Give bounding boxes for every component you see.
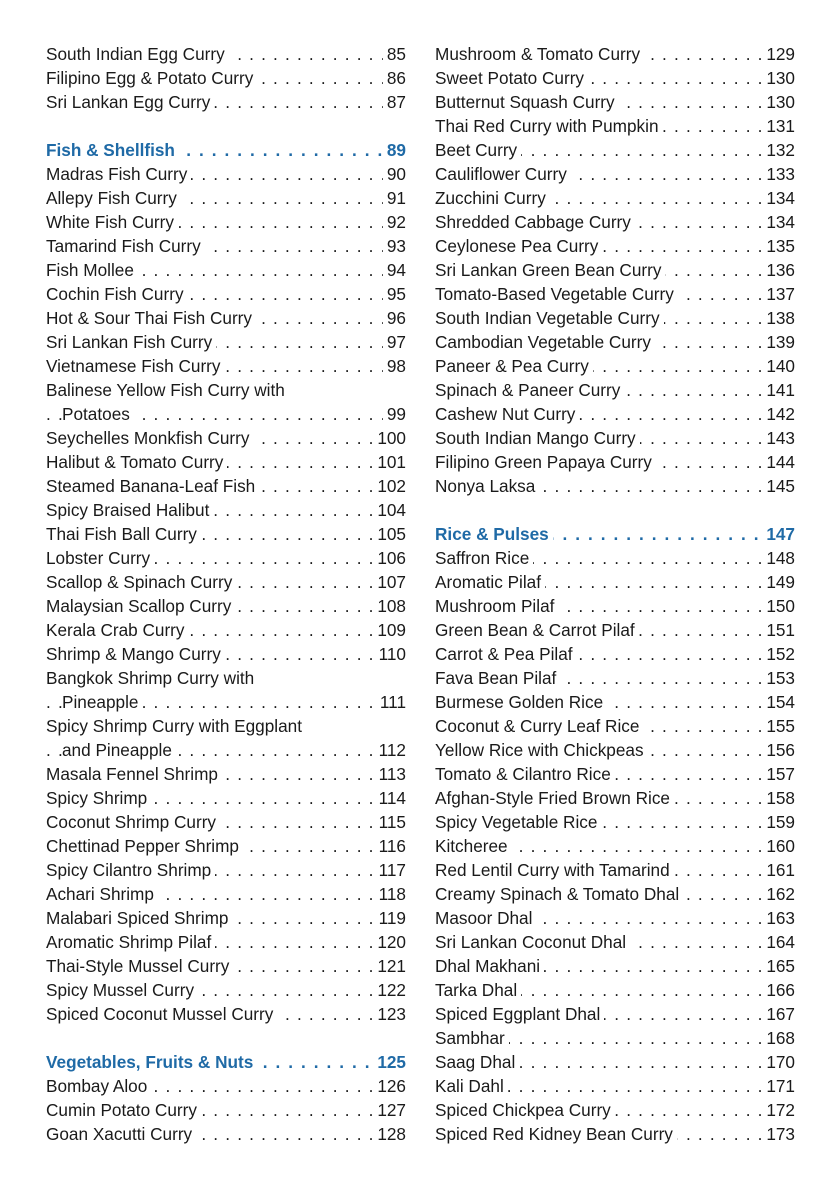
toc-entry-title: Nonya Laksa xyxy=(435,476,539,496)
toc-entry[interactable] xyxy=(435,114,795,138)
toc-entry-title: Shrimp & Mango Curry xyxy=(46,644,225,664)
toc-entry[interactable] xyxy=(435,1026,795,1050)
toc-entry[interactable] xyxy=(46,666,406,690)
toc-page-number: 172 xyxy=(762,1098,795,1122)
toc-page-number: 85 xyxy=(383,42,406,66)
toc-page-number: 129 xyxy=(762,42,795,66)
toc-entry-title: Rice & Pulses xyxy=(435,524,553,544)
toc-entry-title: Aromatic Shrimp Pilaf xyxy=(46,932,215,952)
toc-entry-title: Spiced Red Kidney Bean Curry xyxy=(435,1124,677,1144)
toc-entry[interactable] xyxy=(46,258,406,282)
toc-page-number: 93 xyxy=(383,234,406,258)
toc-entry-title: Filipino Green Papaya Curry xyxy=(435,452,656,472)
toc-entry-title: Ceylonese Pea Curry xyxy=(435,236,602,256)
toc-entry[interactable] xyxy=(46,66,406,90)
toc-entry-title: Spinach & Paneer Curry xyxy=(435,380,624,400)
toc-entry[interactable] xyxy=(435,90,795,114)
toc-page-number: 130 xyxy=(762,90,795,114)
toc-page-number: 92 xyxy=(383,210,406,234)
toc-page-number: 134 xyxy=(762,210,795,234)
toc-entry[interactable] xyxy=(435,186,795,210)
toc-entry[interactable] xyxy=(46,378,406,402)
toc-entry[interactable] xyxy=(435,450,795,474)
toc-page-number: 164 xyxy=(762,930,795,954)
toc-entry-title: Bombay Aloo xyxy=(46,1076,151,1096)
toc-entry-title: Cashew Nut Curry xyxy=(435,404,579,424)
toc-entry-title: Sambhar xyxy=(435,1028,509,1048)
toc-entry[interactable] xyxy=(435,642,795,666)
toc-entry-title: and Pineapple xyxy=(62,740,176,760)
toc-page-number: 96 xyxy=(383,306,406,330)
toc-entry-title: Green Bean & Carrot Pilaf xyxy=(435,620,639,640)
toc-page-number: 99 xyxy=(383,402,406,426)
toc-page-number: 138 xyxy=(762,306,795,330)
toc-entry[interactable] xyxy=(435,666,795,690)
toc-page-number: 115 xyxy=(375,810,406,834)
toc-entry-title: Potatoes xyxy=(62,404,134,424)
toc-page-number: 171 xyxy=(762,1074,795,1098)
toc-entry[interactable] xyxy=(435,930,795,954)
toc-entry-title: Sri Lankan Fish Curry xyxy=(46,332,216,352)
toc-entry[interactable] xyxy=(46,186,406,210)
toc-entry-title: Afghan-Style Fried Brown Rice xyxy=(435,788,674,808)
toc-entry[interactable] xyxy=(46,234,406,258)
toc-entry-title: Achari Shrimp xyxy=(46,884,158,904)
toc-entry[interactable] xyxy=(46,426,406,450)
toc-page-number: 110 xyxy=(375,642,406,666)
toc-entry[interactable] xyxy=(46,474,406,498)
toc-page-number: 160 xyxy=(762,834,795,858)
toc-page-number: 134 xyxy=(762,186,795,210)
toc-entry[interactable] xyxy=(46,42,406,66)
toc-entry-title: Tomato-Based Vegetable Curry xyxy=(435,284,678,304)
toc-page-number: 90 xyxy=(383,162,406,186)
toc-page-number: 102 xyxy=(373,474,406,498)
toc-page-number: 156 xyxy=(762,738,795,762)
toc-page-number: 89 xyxy=(383,138,406,162)
toc-entry-title: Paneer & Pea Curry xyxy=(435,356,593,376)
toc-page-number: 157 xyxy=(762,762,795,786)
toc-entry[interactable] xyxy=(435,378,795,402)
toc-page-number: 158 xyxy=(762,786,795,810)
toc-page-number: 168 xyxy=(762,1026,795,1050)
toc-page-number: 101 xyxy=(373,450,406,474)
toc-entry-title: South Indian Egg Curry xyxy=(46,44,229,64)
toc-entry[interactable] xyxy=(435,738,795,762)
toc-entry[interactable] xyxy=(435,1098,795,1122)
toc-entry[interactable] xyxy=(435,618,795,642)
toc-page-number: 132 xyxy=(762,138,795,162)
toc-entry[interactable] xyxy=(435,786,795,810)
toc-entry-title: Cambodian Vegetable Curry xyxy=(435,332,655,352)
toc-entry[interactable] xyxy=(435,282,795,306)
toc-entry-title: Pineapple xyxy=(62,692,142,712)
toc-page-number: 109 xyxy=(373,618,406,642)
toc-entry[interactable] xyxy=(46,1122,406,1146)
toc-page-number: 165 xyxy=(762,954,795,978)
toc-entry-title: Spiced Chickpea Curry xyxy=(435,1100,615,1120)
toc-entry-title: Aromatic Pilaf xyxy=(435,572,545,592)
toc-page-number: 86 xyxy=(383,66,406,90)
toc-entry[interactable] xyxy=(435,306,795,330)
toc-page-number: 91 xyxy=(383,186,406,210)
toc-entry-title: Spiced Eggplant Dhal xyxy=(435,1004,604,1024)
toc-entry[interactable] xyxy=(435,954,795,978)
toc-entry[interactable] xyxy=(46,858,406,882)
toc-page-number: 116 xyxy=(375,834,406,858)
toc-page-number: 151 xyxy=(762,618,795,642)
toc-entry[interactable] xyxy=(46,906,406,930)
toc-entry[interactable] xyxy=(46,354,406,378)
toc-page-number: 112 xyxy=(375,738,406,762)
toc-entry[interactable] xyxy=(435,138,795,162)
toc-entry[interactable] xyxy=(46,210,406,234)
toc-page-number: 111 xyxy=(376,690,406,714)
toc-entry-title: Cochin Fish Curry xyxy=(46,284,188,304)
toc-entry[interactable] xyxy=(46,330,406,354)
toc-page-number: 125 xyxy=(373,1050,406,1074)
toc-page-number: 135 xyxy=(762,234,795,258)
toc-entry-title: Beet Curry xyxy=(435,140,521,160)
toc-entry[interactable] xyxy=(46,618,406,642)
toc-page-number: 107 xyxy=(373,570,406,594)
toc-entry-title: Saag Dhal xyxy=(435,1052,519,1072)
toc-column-right xyxy=(435,42,795,1146)
toc-entry[interactable] xyxy=(435,1122,795,1146)
toc-entry-title: Kali Dahl xyxy=(435,1076,508,1096)
toc-page-number: 105 xyxy=(373,522,406,546)
toc-entry[interactable] xyxy=(435,858,795,882)
toc-page-number: 87 xyxy=(383,90,406,114)
toc-entry[interactable] xyxy=(46,978,406,1002)
toc-entry[interactable] xyxy=(46,162,406,186)
toc-entry[interactable] xyxy=(46,522,406,546)
toc-entry[interactable] xyxy=(435,882,795,906)
toc-entry[interactable] xyxy=(435,42,795,66)
toc-entry-title: Kerala Crab Curry xyxy=(46,620,189,640)
toc-entry[interactable] xyxy=(46,642,406,666)
toc-entry-title: Halibut & Tomato Curry xyxy=(46,452,227,472)
toc-entry-title: Chettinad Pepper Shrimp xyxy=(46,836,243,856)
toc-page-number: 94 xyxy=(383,258,406,282)
toc-entry-title: Burmese Golden Rice xyxy=(435,692,607,712)
toc-entry[interactable] xyxy=(46,498,406,522)
toc-entry[interactable] xyxy=(46,546,406,570)
toc-entry-title: Spicy Shrimp xyxy=(46,788,151,808)
toc-page-number: 106 xyxy=(373,546,406,570)
toc-entry[interactable] xyxy=(46,282,406,306)
toc-entry-title: Spicy Shrimp Curry with Eggplant xyxy=(46,716,306,736)
toc-page-number: 140 xyxy=(762,354,795,378)
toc-entry[interactable] xyxy=(435,594,795,618)
toc-page-number: 153 xyxy=(762,666,795,690)
toc-page-number: 118 xyxy=(375,882,406,906)
toc-entry[interactable] xyxy=(435,330,795,354)
toc-entry-title: Coconut Shrimp Curry xyxy=(46,812,220,832)
toc-page-number: 139 xyxy=(762,330,795,354)
toc-entry-title: Spiced Coconut Mussel Curry xyxy=(46,1004,277,1024)
toc-entry-title: Zucchini Curry xyxy=(435,188,550,208)
toc-entry[interactable] xyxy=(435,234,795,258)
toc-entry[interactable] xyxy=(435,258,795,282)
toc-entry-title: Malabari Spiced Shrimp xyxy=(46,908,232,928)
toc-entry-title: Goan Xacutti Curry xyxy=(46,1124,196,1144)
toc-entry[interactable] xyxy=(435,1002,795,1026)
toc-entry[interactable] xyxy=(435,1050,795,1074)
toc-entry[interactable] xyxy=(46,570,406,594)
toc-entry[interactable] xyxy=(435,690,795,714)
section-spacer xyxy=(46,1026,406,1050)
toc-page-number: 131 xyxy=(762,114,795,138)
toc-page-number: 104 xyxy=(373,498,406,522)
toc-page-number: 114 xyxy=(375,786,406,810)
toc-page-number: 161 xyxy=(762,858,795,882)
toc-page-number: 149 xyxy=(762,570,795,594)
toc-entry[interactable] xyxy=(435,210,795,234)
toc-entry[interactable] xyxy=(435,1074,795,1098)
toc-entry-title: Sweet Potato Curry xyxy=(435,68,588,88)
toc-page-number: 133 xyxy=(762,162,795,186)
toc-entry[interactable] xyxy=(46,1002,406,1026)
toc-page-number: 159 xyxy=(762,810,795,834)
toc-entry[interactable] xyxy=(46,90,406,114)
toc-entry[interactable] xyxy=(46,786,406,810)
toc-page-number: 130 xyxy=(762,66,795,90)
toc-entry[interactable] xyxy=(435,570,795,594)
toc-entry-title: Creamy Spinach & Tomato Dhal xyxy=(435,884,683,904)
toc-page-number: 162 xyxy=(762,882,795,906)
toc-entry-title: Carrot & Pea Pilaf xyxy=(435,644,577,664)
toc-entry[interactable] xyxy=(435,162,795,186)
toc-page-number: 167 xyxy=(762,1002,795,1026)
toc-entry[interactable] xyxy=(46,882,406,906)
toc-entry-title: Mushroom & Tomato Curry xyxy=(435,44,644,64)
toc-entry-title: Spicy Vegetable Rice xyxy=(435,812,601,832)
toc-entry-title: Malaysian Scallop Curry xyxy=(46,596,235,616)
toc-entry[interactable] xyxy=(435,978,795,1002)
toc-entry-title: White Fish Curry xyxy=(46,212,178,232)
toc-page-number: 143 xyxy=(762,426,795,450)
toc-entry-title: Vietnamese Fish Curry xyxy=(46,356,225,376)
toc-entry[interactable] xyxy=(46,810,406,834)
toc-entry-title: Spicy Cilantro Shrimp xyxy=(46,860,215,880)
toc-entry[interactable] xyxy=(435,834,795,858)
toc-entry-title: South Indian Vegetable Curry xyxy=(435,308,664,328)
toc-page-number: 95 xyxy=(383,282,406,306)
toc-entry-title: Lobster Curry xyxy=(46,548,154,568)
section-spacer xyxy=(435,498,795,522)
toc-page-number: 122 xyxy=(373,978,406,1002)
toc-entry-title: Spicy Mussel Curry xyxy=(46,980,198,1000)
toc-entry-title: Fish & Shellfish xyxy=(46,140,179,160)
toc-entry[interactable] xyxy=(435,474,795,498)
toc-page-number: 170 xyxy=(762,1050,795,1074)
toc-entry-title: Saffron Rice xyxy=(435,548,533,568)
toc-entry-title: Masala Fennel Shrimp xyxy=(46,764,222,784)
toc-page-number: 142 xyxy=(762,402,795,426)
toc-entry[interactable] xyxy=(46,1098,406,1122)
toc-entry-title: Cumin Potato Curry xyxy=(46,1100,201,1120)
toc-page-number: 144 xyxy=(762,450,795,474)
toc-entry-title: Sri Lankan Coconut Dhal xyxy=(435,932,630,952)
toc-section-heading[interactable] xyxy=(46,1050,406,1074)
toc-page-number: 113 xyxy=(375,762,406,786)
toc-page-number: 128 xyxy=(373,1122,406,1146)
toc-entry-title: Tamarind Fish Curry xyxy=(46,236,205,256)
toc-entry-title: Red Lentil Curry with Tamarind xyxy=(435,860,674,880)
toc-page-number: 141 xyxy=(762,378,795,402)
toc-page-number: 121 xyxy=(373,954,406,978)
toc-entry-title: Allepy Fish Curry xyxy=(46,188,181,208)
toc-page-number: 148 xyxy=(762,546,795,570)
toc-entry[interactable] xyxy=(46,306,406,330)
toc-entry-title: Thai-Style Mussel Curry xyxy=(46,956,233,976)
toc-entry[interactable] xyxy=(46,402,406,426)
toc-entry[interactable] xyxy=(46,594,406,618)
toc-entry-title: South Indian Mango Curry xyxy=(435,428,640,448)
toc-entry-title: Vegetables, Fruits & Nuts xyxy=(46,1052,257,1072)
toc-section-heading[interactable] xyxy=(46,138,406,162)
toc-page-number: 120 xyxy=(373,930,406,954)
toc-page-number: 150 xyxy=(762,594,795,618)
toc-page-number: 154 xyxy=(762,690,795,714)
toc-entry-title: Butternut Squash Curry xyxy=(435,92,619,112)
toc-entry-title: Scallop & Spinach Curry xyxy=(46,572,236,592)
toc-entry[interactable] xyxy=(435,66,795,90)
toc-page-number: 97 xyxy=(383,330,406,354)
toc-entry-title: Tarka Dhal xyxy=(435,980,521,1000)
toc-entry[interactable] xyxy=(435,906,795,930)
toc-page-number: 117 xyxy=(375,858,406,882)
toc-entry-title: Dhal Makhani xyxy=(435,956,544,976)
section-spacer xyxy=(46,114,406,138)
toc-entry-title: Masoor Dhal xyxy=(435,908,536,928)
toc-entry[interactable] xyxy=(46,834,406,858)
toc-entry[interactable] xyxy=(46,450,406,474)
toc-entry-title: Mushroom Pilaf xyxy=(435,596,558,616)
toc-entry-title: Fish Mollee xyxy=(46,260,138,280)
toc-page-number: 127 xyxy=(373,1098,406,1122)
toc-entry-title: Shredded Cabbage Curry xyxy=(435,212,635,232)
toc-page-number: 98 xyxy=(383,354,406,378)
toc-page-number: 137 xyxy=(762,282,795,306)
toc-column-left xyxy=(46,42,406,1146)
toc-entry-title: Seychelles Monkfish Curry xyxy=(46,428,253,448)
toc-page-number: 108 xyxy=(373,594,406,618)
toc-entry-title: Yellow Rice with Chickpeas xyxy=(435,740,648,760)
toc-page-number: 100 xyxy=(373,426,406,450)
toc-entry[interactable] xyxy=(435,354,795,378)
toc-page-number: 166 xyxy=(762,978,795,1002)
toc-page-number: 163 xyxy=(762,906,795,930)
toc-page-number: 126 xyxy=(373,1074,406,1098)
toc-entry-title: Steamed Banana-Leaf Fish xyxy=(46,476,259,496)
toc-entry-title: Madras Fish Curry xyxy=(46,164,191,184)
toc-entry[interactable] xyxy=(435,402,795,426)
toc-entry-title: Spicy Braised Halibut xyxy=(46,500,213,520)
toc-entry-title: Thai Red Curry with Pumpkin xyxy=(435,116,663,136)
toc-entry[interactable] xyxy=(46,930,406,954)
toc-entry[interactable] xyxy=(435,762,795,786)
toc-page-number: 119 xyxy=(375,906,406,930)
toc-entry-title: Sri Lankan Egg Curry xyxy=(46,92,214,112)
toc-entry-title: Hot & Sour Thai Fish Curry xyxy=(46,308,256,328)
toc-entry[interactable] xyxy=(46,762,406,786)
toc-section-heading[interactable] xyxy=(435,522,795,546)
toc-entry-title: Coconut & Curry Leaf Rice xyxy=(435,716,643,736)
toc-entry-title: Sri Lankan Green Bean Curry xyxy=(435,260,665,280)
toc-page-number: 152 xyxy=(762,642,795,666)
toc-entry-title: Bangkok Shrimp Curry with xyxy=(46,668,258,688)
toc-entry[interactable] xyxy=(435,546,795,570)
toc-entry[interactable] xyxy=(46,690,406,714)
toc-entry-title: Fava Bean Pilaf xyxy=(435,668,560,688)
toc-entry-title: Kitcheree xyxy=(435,836,512,856)
toc-page-number: 173 xyxy=(762,1122,795,1146)
toc-page-number: 123 xyxy=(373,1002,406,1026)
toc-entry[interactable] xyxy=(435,714,795,738)
toc-entry[interactable] xyxy=(46,954,406,978)
toc-page-number: 155 xyxy=(762,714,795,738)
toc-page-number: 147 xyxy=(762,522,795,546)
toc-entry[interactable] xyxy=(435,810,795,834)
toc-page-number: 145 xyxy=(762,474,795,498)
toc-entry-title: Thai Fish Ball Curry xyxy=(46,524,201,544)
toc-entry[interactable] xyxy=(435,426,795,450)
toc-entry[interactable] xyxy=(46,738,406,762)
toc-entry-title: Balinese Yellow Fish Curry with xyxy=(46,380,289,400)
toc-entry-title: Filipino Egg & Potato Curry xyxy=(46,68,257,88)
toc-entry-title: Cauliflower Curry xyxy=(435,164,571,184)
toc-entry[interactable] xyxy=(46,1074,406,1098)
toc-entry-title: Tomato & Cilantro Rice xyxy=(435,764,615,784)
toc-entry[interactable] xyxy=(46,714,406,738)
toc-page-number: 136 xyxy=(762,258,795,282)
